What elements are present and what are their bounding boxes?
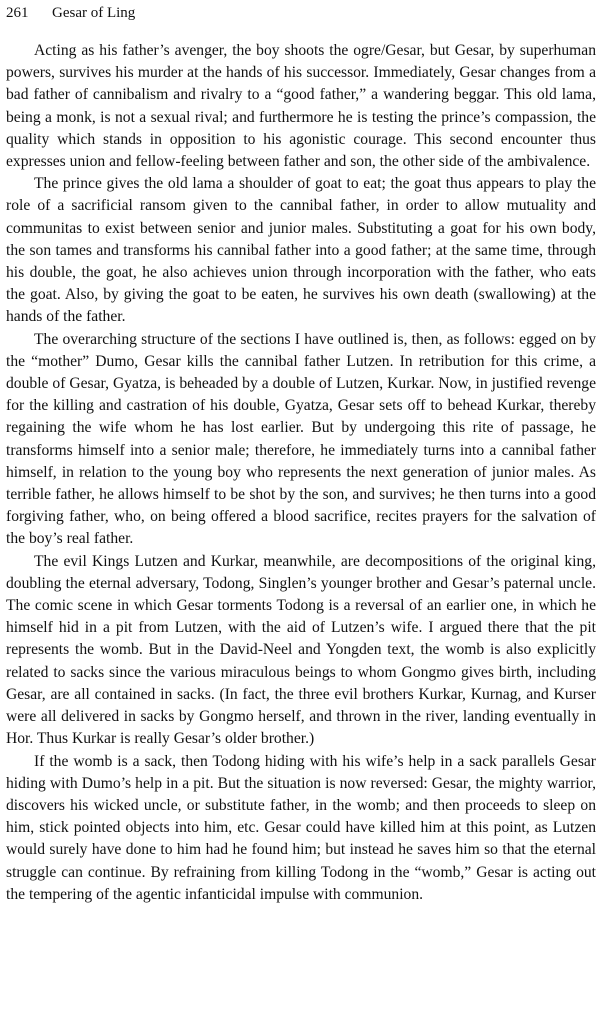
running-head <box>6 2 596 24</box>
book-page <box>6 0 596 1017</box>
paragraph: If the womb is a sack, then Todong hiding with his wife’s help in a sack parallels Gesar hiding with Dumo’s help in a pit. But the situation is now reversed: Gesar, the mighty warrior, discovers his wicked uncle, or substitute father, in the womb; and then proceeds to sleep on him, stick pointed objects into him, etc. Gesar could have killed him at this point, as Lutzen would surely have done to him had he found him; but instead he saves him so that the eternal struggle can continue. By refraining from killing Todong in the “womb,” Gesar is acting out the tempering of the agentic infanticidal impulse with communion. <box>6 752 596 903</box>
paragraph: The prince gives the old lama a shoulder of goat to eat; the goat thus appears to play the role of a sacrificial ransom given to the cannibal father, in order to allow mutuality and communitas to exist between senior and junior males. Substituting a goat for his own body, the son tames and transforms his cannibal father into a good father; at the same time, through his double, the goat, he also achieves union through incorporation with the father, who eats the goat. Also, by giving the goat to be eaten, he survives his own death (swallowing) at the hands of the father. <box>6 175 596 326</box>
running-title: Gesar of Ling <box>52 5 136 21</box>
paragraph: The overarching structure of the sections I have outlined is, then, as follows: egged on by the “mother” Dumo, Gesar kills the cannibal father Lutzen. In retribution for this crime, a double of Gesar, Gyatza, is beheaded by a double of Lutzen, Kurkar. Now, in justified revenge for the killing and castration of his double, Gyatza, Gesar sets off to behead Kurkar, thereby regaining the wife whom he has lost earlier. But by undergoing this rite of passage, he transforms himself into a senior male; therefore, he immediately turns into a cannibal father himself, in relation to the young boy who represents the next generation of junior males. As terrible father, he allows himself to be shot by the son, and survives; he then turns into a good forgiving father, who, on being offered a blood sacrifice, recites prayers for the salvation of the boy’s real father. <box>6 330 596 548</box>
page-number: 261 <box>6 5 29 21</box>
paragraph: Acting as his father’s avenger, the boy shoots the ogre/Gesar, but Gesar, by superhuman powers, survives his murder at the hands of his successor. Immediately, Gesar changes from a bad father of cannibalism and rivalry to a “good father,” a wandering beggar. This old lama, being a monk, is not a sexual rival; and furthermore he is testing the prince’s compassion, the quality which stands in opposition to his agonistic courage. This second encounter thus expresses union and fellow-feeling between father and son, the other side of the ambivalence. <box>6 42 596 171</box>
paragraph: The evil Kings Lutzen and Kurkar, meanwhile, are decompositions of the original king, doubling the eternal adversary, Todong, Singlen’s younger brother and Gesar’s paternal uncle. The comic scene in which Gesar torments Todong is a reversal of an earlier one, in which he himself hid in a pit from Lutzen, with the aid of Lutzen’s wife. I argued there that the pit represents the womb. But in the David-Neel and Yongden text, the womb is also explicitly related to sacks since the various miraculous beings to whom Gongmo gives birth, including Gesar, are all contained in sacks. (In fact, the three evil brothers Kurkar, Kurnag, and Kurser were all delivered in sacks by Gongmo herself, and thrown in the river, landing eventually in Hor. Thus Kurkar is really Gesar’s older brother.) <box>6 552 596 748</box>
body-text <box>6 40 596 906</box>
